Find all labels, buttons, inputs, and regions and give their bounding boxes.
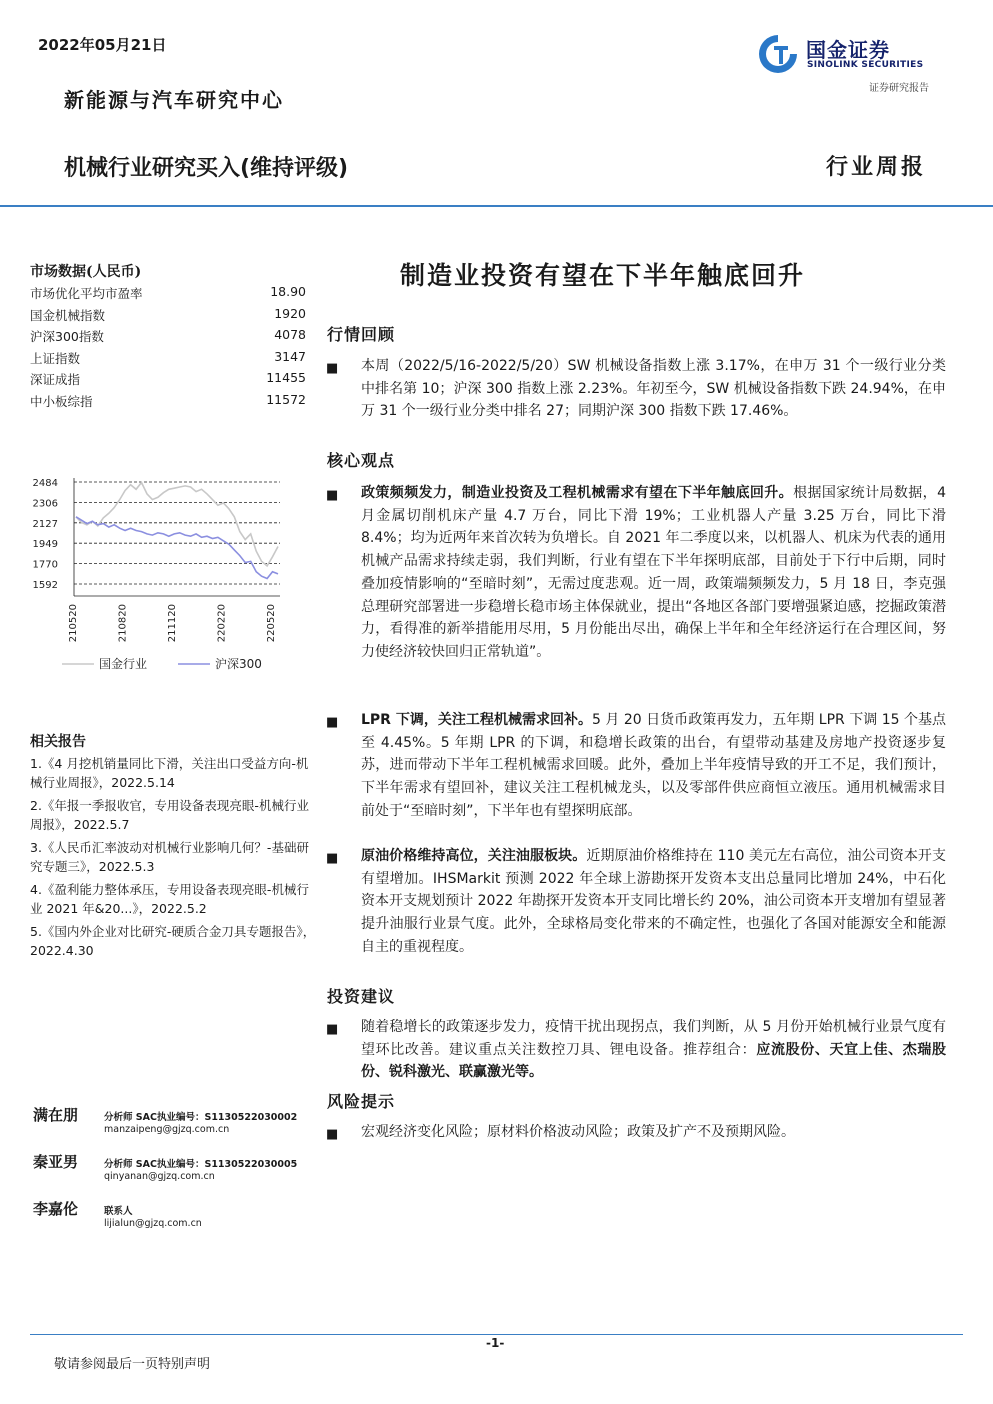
logo-text-en: SINOLINK SECURITIES	[807, 60, 924, 70]
market-row: 中小板综指 11572	[30, 391, 306, 409]
market-row: 深证成指 11455	[30, 370, 306, 387]
bullet-icon: ■	[326, 361, 339, 376]
bullet-icon: ■	[326, 715, 339, 730]
market-data-table	[30, 284, 306, 413]
y-tick-label: 2127	[32, 518, 58, 530]
section-title-investment-advice: 投资建议	[327, 987, 396, 1006]
core-view-paragraph-2: LPR 下调，关注工程机械需求回补。5 月 20 日货币政策再发力，五年期 LPR 下调 15 个基点至 4.45%。5 年期 LPR 的下调，和稳增长政策的出台，有望带动基建及房地产投资逐步复苏，进而带动下半年工程机械需求回暖。此外，叠加上半年疫情导致的开工不足，我们预计，下半年需求有望回补，建议关注工程机械龙头，以及零部件供应商恒立液压。通用机械需求目前处于“至暗时刻”，下半年也有望探明底部。	[361, 712, 946, 819]
x-tick-label: 220520	[265, 604, 277, 643]
section-title-market-review: 行情回顾	[327, 325, 396, 344]
footer-disclaimer: 敬请参阅最后一页特别声明	[54, 1357, 211, 1372]
analyst-name: 秦亚男	[33, 1153, 79, 1171]
investment-advice-paragraph: 随着稳增长的政策逐步发力，疫情干扰出现拐点，我们判断，从 5 月份开始机械行业景气度有望环比改善。建议重点关注数控刀具、锂电设备。推荐组合：应流股份、天宜上佳、杰瑞股份、锐科激光、联赢激光等。	[361, 1019, 947, 1081]
logo-text-cn: 国金证券	[806, 38, 890, 62]
y-tick-label: 1592	[32, 580, 58, 591]
risk-paragraph: 宏观经济变化风险；原材料价格波动风险；政策及扩产不及预期风险。	[361, 1124, 795, 1140]
y-tick-label: 1949	[32, 539, 58, 551]
analyst-email[interactable]: qinyanan@gjzq.com.cn	[104, 1171, 215, 1182]
series-line	[76, 517, 278, 579]
y-tick-label: 2306	[32, 498, 58, 510]
x-tick-label: 220220	[216, 604, 228, 643]
market-row: 国金机械指数 1920	[30, 305, 306, 323]
analyst-email[interactable]: manzaipeng@gjzq.com.cn	[104, 1124, 230, 1135]
bullet-icon: ■	[326, 1127, 339, 1142]
market-row: 上证指数 3147	[30, 348, 306, 366]
analyst-role: 联系人	[104, 1206, 133, 1217]
legend-label: 国金行业	[99, 657, 148, 670]
related-report-link[interactable]: 4.《盈利能力整体承压，专用设备表现亮眼-机械行业 2021 年&20...》，2022.5.2	[30, 882, 309, 916]
report-type: 行业周报	[826, 154, 927, 180]
core-view-paragraph-3: 原油价格维持高位，关注油服板块。近期原油价格维持在 110 美元左右高位，油公司资本开支有望增加。IHSMarkit 预测 2022 年全球上游勘探开发资本支出总量同比增加 24%，中石化资本开支规划预计 2022 年勘探开发资本开支同比增长约 20%，油公司资本开支增加有望显著提升油服行业景气度。此外，全球格局变化带来的不确定性，也强化了各国对能源安全和能源自主的重视程度。	[361, 848, 947, 955]
legend-label: 沪深300	[215, 657, 262, 670]
industry-rating: 机械行业研究买入(维持评级)	[64, 156, 349, 181]
y-tick-label: 1770	[32, 559, 58, 571]
x-tick-label: 211120	[166, 604, 178, 643]
analyst-name: 满在朋	[33, 1106, 79, 1124]
bullet-icon: ■	[326, 1022, 339, 1037]
analyst-name: 李嘉伦	[33, 1200, 79, 1218]
analyst-role: 分析师 SAC执业编号：S1130522030002	[104, 1112, 298, 1123]
section-title-core-views: 核心观点	[327, 451, 396, 470]
index-trend-chart	[28, 470, 288, 670]
bullet-icon: ■	[326, 851, 339, 866]
report-date: 2022年05月21日	[38, 36, 167, 54]
related-report-link[interactable]: 5.《国内外企业对比研究-硬质合金刀具专题报告》，2022.4.30	[30, 924, 316, 958]
market-row: 沪深300指数 4078	[30, 327, 306, 344]
market-data-title: 市场数据(人民币)	[30, 264, 142, 280]
main-title: 制造业投资有望在下半年触底回升	[400, 261, 806, 290]
related-report-link[interactable]: 3.《人民币汇率波动对机械行业影响几何？-基础研究专题三》，2022.5.3	[30, 840, 309, 874]
related-report-link[interactable]: 1.《4 月挖机销量同比下滑，关注出口受益方向-机械行业周报》，2022.5.14	[30, 756, 309, 790]
market-row: 市场优化平均市盈率 18.90	[30, 284, 306, 301]
footer-divider	[30, 1334, 963, 1335]
related-reports-list	[30, 754, 320, 964]
section-title-risk: 风险提示	[327, 1092, 396, 1111]
analyst-role: 分析师 SAC执业编号：S1130522030005	[104, 1159, 298, 1170]
x-tick-label: 210820	[117, 604, 129, 643]
bullet-icon: ■	[326, 488, 339, 503]
x-tick-label: 210520	[68, 604, 79, 643]
related-reports-title: 相关报告	[30, 734, 86, 750]
market-review-paragraph: 本周（2022/5/16-2022/5/20）SW 机械设备指数上涨 3.17%，在申万 31 个一级行业分类中排名第 10；沪深 300 指数上涨 2.23%。年初至今，SW 机械设备指数下跌 24.94%，在申万 31 个一级行业分类中排名 27；同期沪深 300 指数下跌 17.46%。	[361, 358, 946, 420]
series-line	[76, 483, 278, 566]
header-divider	[0, 205, 993, 207]
page-number: -1-	[486, 1336, 505, 1350]
y-tick-label: 2484	[32, 478, 58, 489]
related-report-link[interactable]: 2.《年报一季报收官，专用设备表现亮眼-机械行业周报》，2022.5.7	[30, 798, 309, 832]
logo-subtitle: 证券研究报告	[869, 83, 929, 94]
analyst-email[interactable]: lijialun@gjzq.com.cn	[104, 1218, 202, 1229]
research-center-name: 新能源与汽车研究中心	[64, 88, 284, 112]
core-view-paragraph-1: 政策频频发力，制造业投资及工程机械需求有望在下半年触底回升。根据国家统计局数据，4 月金属切削机床产量 4.7 万台，同比下滑 19%；工业机器人产量 3.25 万台，同比下滑 8.4%；均为近两年来首次转为负增长。自 2021 年二季度以来，以机器人、机床为代表的通用机械产品需求持续走弱，我们判断，行业有望在下半年探明底部，目前处于下行中后期，同时叠加疫情影响的“至暗时刻”，无需过度悲观。近一周，政策端频频发力，5 月 18 日，李克强总理研究部署进一步稳增长稳市场主体保就业，提出“各地区各部门要增强紧迫感，挖掘政策潜力，看得准的新举措能用尽用，5 月份能出尽出，确保上半年和全年经济运行在合理区间，努力使经济较快回归正常轨道”。	[361, 485, 946, 660]
